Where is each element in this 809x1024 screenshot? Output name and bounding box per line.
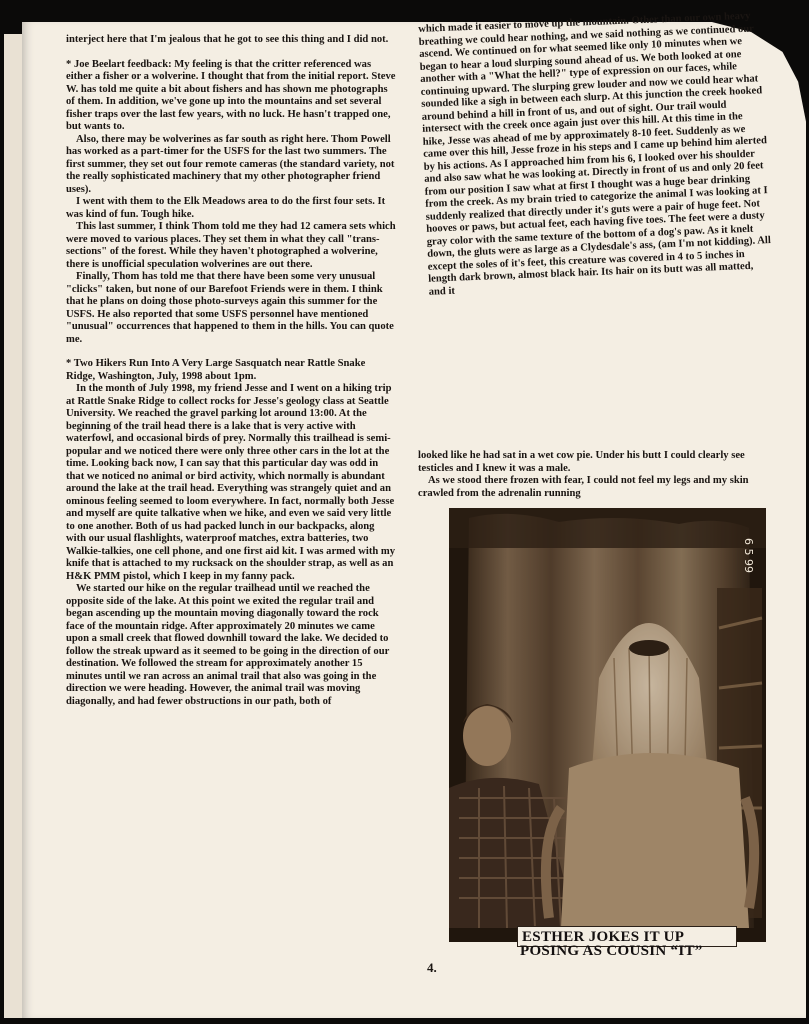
paragraph: which made it easier to move up the mountain. Other than our own heavy breathing we could hear nothing, and we said nothing as we continued our ascend. We continued on for what seemed like only 10 minutes when we began to hear a loud slurping sound ahead of us. We both looked at one another with a "What the hell?" type of expression on our faces, while continuing upward. The slurping grew louder and now we could hear what sounded like a sigh in between each slurp. At this junction the creek hooked around behind a hill in front of us, and out of sight. Our trail would intersect with the creek once again just over this hill. At this time in the hike, Jesse was ahead of me by approximately 8-10 feet. Suddenly as we came over this hill, Jesse froze in his steps and I came up behind him alerted by his actions. As I approached him from his 6, I looked over his shoulder and also saw what he was looking at. Directly in front of us and only 20 feet from our position I saw what at first I thought was a huge bear drinking from the creek. As my brain tried to categorize the animal I was looking at I suddenly realized that directly under it's guts were a pair of huge feet. Not hooves or paws, but actual feet, each having five toes. The feet were a dusty gray color with the same texture of the bottom of a dog's paw. As it knelt down, the gluts were as large as a Clydesdale's ass, (am I'm not kidding). All except the soles of it's feet, this creature was covered in 4 to 5 inches in length dark brown, almost black hair. Its hair on its butt was all matted, and it <box>418 10 772 298</box>
photo-caption-line-2: POSING AS COUSIN “IT” <box>520 943 703 959</box>
photo-caption-line-1: ESTHER JOKES IT UP <box>522 929 685 945</box>
right-text-column-top <box>418 10 773 299</box>
paragraph: I went with them to the Elk Meadows area to do the first four sets. It was kind of fun. Tough hike. <box>66 196 386 220</box>
date-stamp: 6 5 99 <box>742 538 755 573</box>
paragraph: We started our hike on the regular trailhead until we reached the opposite side of the lake. At this point we exited the regular trail and began ascending up the mountain moving diagonally toward the rock face of the mountain ridge. After approximately 20 minutes we came upon a small creek that flowed downhill toward the lake. We decided to follow the streak upward as it seemed to be going in the direction of our destination. We followed the stream for approximately another 15 minutes until we ran across an animal trail that also was going in the direction we were heading. However, the animal trail was moving diagonally, and had fewer obstructions in our path, both of <box>66 583 390 707</box>
paragraph: As we stood there frozen with fear, I could not feel my legs and my skin crawled from the adrenalin running <box>418 475 749 499</box>
paragraph: In the month of July 1998, my friend Jesse and I went on a hiking trip at Rattle Snake Ridge to collect rocks for Jesse's geology class at Seattle University. We reached the gravel parking lot around 13:00. At the beginning of the trail head there is a lake that is very active with waterfowl, and occasional birds of prey. Normally this trailhead is semi-popular and we noticed there were only three other cars in the lot at the time. Looking back now, I can say that this particular day was odd in that we noticed no animal or bird activity, which normally is abundant around the lake at the trail head. Everything was strangely quiet and an ominous feeling seemed to loom everywhere. In fact, normally both Jesse and myself are quite talkative when we hike, and even we said very little to one another. Both of us had packed lunch in our backpacks, along with our usual flashlights, waterproof matches, extra batteries, two Walkie-talkies, one cell phone, and one first aid kit. I was armed with my knife that is attached to my rucksack on the shoulder strap, as well as an H&K PMM pistol, which I keep in my fanny pack. <box>66 383 396 582</box>
photograph <box>449 508 766 942</box>
article-heading: * Two Hikers Run Into A Very Large Sasquatch near Rattle Snake Ridge, Washington, July, 1998 about 1pm. <box>66 358 366 382</box>
paragraph: This last summer, I think Thom told me they had 12 camera sets which were moved to various places. They set them in what they call "trans-sections" of the forest. While they haven't photographed a wolverine, there is unofficial speculation wolverines are out there. <box>66 221 396 270</box>
paragraph: interject here that I'm jealous that he got to see this thing and I did not. <box>66 34 389 45</box>
page-number: 4. <box>427 960 437 975</box>
paragraph: Also, there may be wolverines as far south as right here. Thom Powell has worked as a part-timer for the USFS for the last two summers. The first summer, they set out four remote cameras (the standard variety, not the really sophisticated machinery that my other photographer friend uses). <box>66 133 395 195</box>
right-text-column-middle <box>418 450 758 500</box>
photo-scene <box>449 508 766 942</box>
paragraph: Finally, Thom has told me that there have been some very unusual "clicks" taken, but none of our Barefoot Friends were in them. I think that he plans on doing those photo-surveys again this summer for the USFS. He also reported that some USFS personnel have mentioned "unusual" occurrences that happened to them in the hills. You can quote me. <box>66 271 394 345</box>
left-text-column <box>66 34 396 708</box>
paragraph: * Joe Beelart feedback: My feeling is that the critter referenced was either a fisher or a wolverine. I thought that from the initial report. Steve W. has told me quite a bit about fishers and has shown me photographs of them. In addition, we've gone up into the mountains and set several fisher traps over the last few years, with no luck. He hasn't trapped one, but wants to. <box>66 58 396 132</box>
paragraph: looked like he had sat in a wet cow pie. Under his butt I could clearly see testicles and I knew it was a male. <box>418 450 745 474</box>
